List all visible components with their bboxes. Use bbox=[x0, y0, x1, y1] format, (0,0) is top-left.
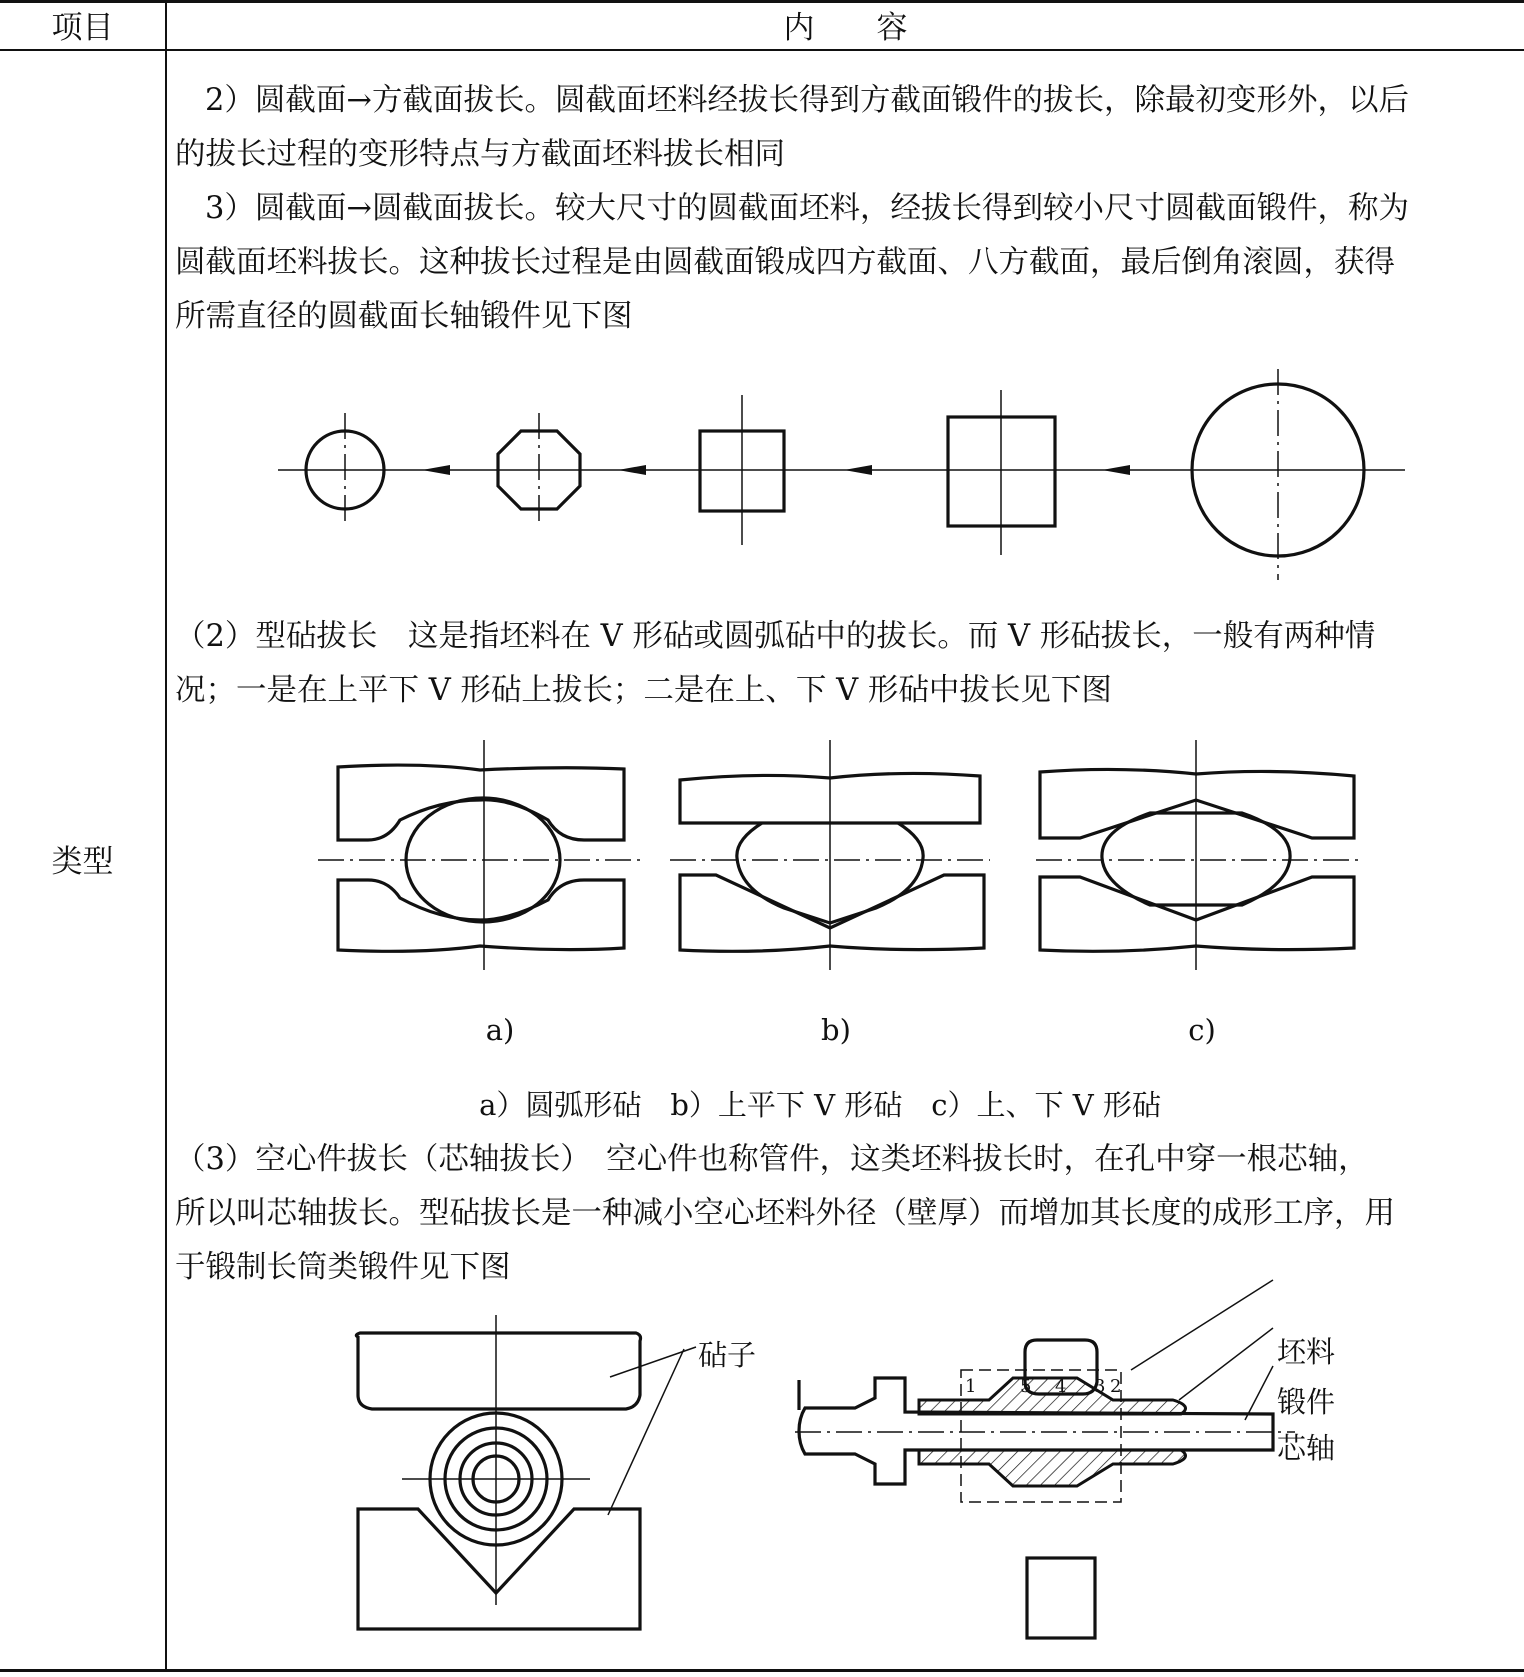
label-billet: 坯料 bbox=[1277, 1335, 1336, 1369]
label-b: b) bbox=[821, 1013, 851, 1047]
forging-lower-wall bbox=[919, 1450, 1186, 1486]
forging-upper-wall bbox=[919, 1378, 1186, 1414]
figure-hollow-anvil bbox=[340, 1315, 700, 1645]
label-forging: 锻件 bbox=[1277, 1385, 1336, 1419]
arrow-icon bbox=[1102, 465, 1130, 475]
arrow-icon bbox=[844, 465, 872, 475]
figure-anvil-types bbox=[0, 740, 1524, 980]
text-line: 圆截面坯料拔长。这种拔长过程是由圆截面锻成四方截面、八方截面，最后倒角滚圆，获得 bbox=[175, 245, 1395, 280]
zone-number: 3 bbox=[1094, 1376, 1106, 1397]
paragraph-mandrel-drawing bbox=[175, 1133, 1515, 1295]
label-anvil: 砧子 bbox=[698, 1338, 757, 1372]
leader-line-forging bbox=[1179, 1328, 1273, 1400]
text-line: （2）型砧拔长 这是指坯料在 V 形砧或圆弧砧中的拔长。而 V 形砧拔长，一般有两种情 bbox=[175, 619, 1376, 654]
zone-number: 1 bbox=[965, 1376, 977, 1397]
lower-v-anvil bbox=[358, 1509, 640, 1629]
paragraph-shaped-anvil bbox=[175, 610, 1515, 718]
upper-anvil bbox=[356, 1333, 640, 1409]
label-mandrel: 芯轴 bbox=[1277, 1431, 1336, 1465]
text-line: 的拔长过程的变形特点与方截面坯料拔长相同 bbox=[175, 137, 785, 172]
lower-anvil bbox=[1027, 1558, 1095, 1638]
figure-caption: a）圆弧形砧 b）上平下 V 形砧 c）上、下 V 形砧 bbox=[479, 1088, 1161, 1122]
zone-number: 2 bbox=[1110, 1376, 1122, 1397]
text-line: 3）圆截面→圆截面拔长。较大尺寸的圆截面坯料，经拔长得到较小尺寸圆截面锻件，称为 bbox=[205, 191, 1409, 226]
arrow-icon bbox=[422, 465, 450, 475]
zone-number: 4 bbox=[1055, 1376, 1067, 1397]
text-line: （3）空心件拔长（芯轴拔长） 空心件也称管件，这类坯料拔长时，在孔中穿一根芯轴， bbox=[175, 1142, 1369, 1177]
double-v-anvil-diagram bbox=[1036, 740, 1358, 970]
text-line: 所需直径的圆截面长轴锻件见下图 bbox=[175, 299, 633, 334]
text-line: 所以叫芯轴拔长。型砧拔长是一种减小空心坯料外径（壁厚）而增加其长度的成形工序，用 bbox=[175, 1196, 1395, 1231]
paragraph-round-to-square bbox=[175, 74, 1515, 182]
text-line: 2）圆截面→方截面拔长。圆截面坯料经拔长得到方截面锻件的拔长，除最初变形外，以后 bbox=[205, 83, 1409, 118]
arc-anvil-diagram bbox=[318, 740, 640, 970]
label-a: a) bbox=[485, 1013, 515, 1047]
table-bottom-rule bbox=[0, 1669, 1524, 1672]
figure-section-progression bbox=[0, 355, 1524, 595]
text-line: 于锻制长筒类锻件见下图 bbox=[175, 1250, 511, 1285]
row-label-type: 类型 bbox=[51, 844, 114, 880]
header-item: 项目 bbox=[51, 10, 114, 46]
label-c: c) bbox=[1188, 1013, 1216, 1047]
zone-number: 5 bbox=[1020, 1376, 1032, 1397]
table-top-rule bbox=[0, 0, 1524, 3]
header-content: 内 容 bbox=[783, 10, 908, 46]
leader-line-mandrel bbox=[1245, 1366, 1273, 1420]
arrow-icon bbox=[618, 465, 646, 475]
figure-mandrel-section bbox=[795, 1320, 1315, 1660]
flat-v-anvil-diagram bbox=[670, 740, 990, 970]
text-line: 况；一是在上平下 V 形砧上拔长；二是在上、下 V 形砧中拔长见下图 bbox=[175, 673, 1112, 708]
paragraph-round-to-round bbox=[175, 182, 1515, 344]
